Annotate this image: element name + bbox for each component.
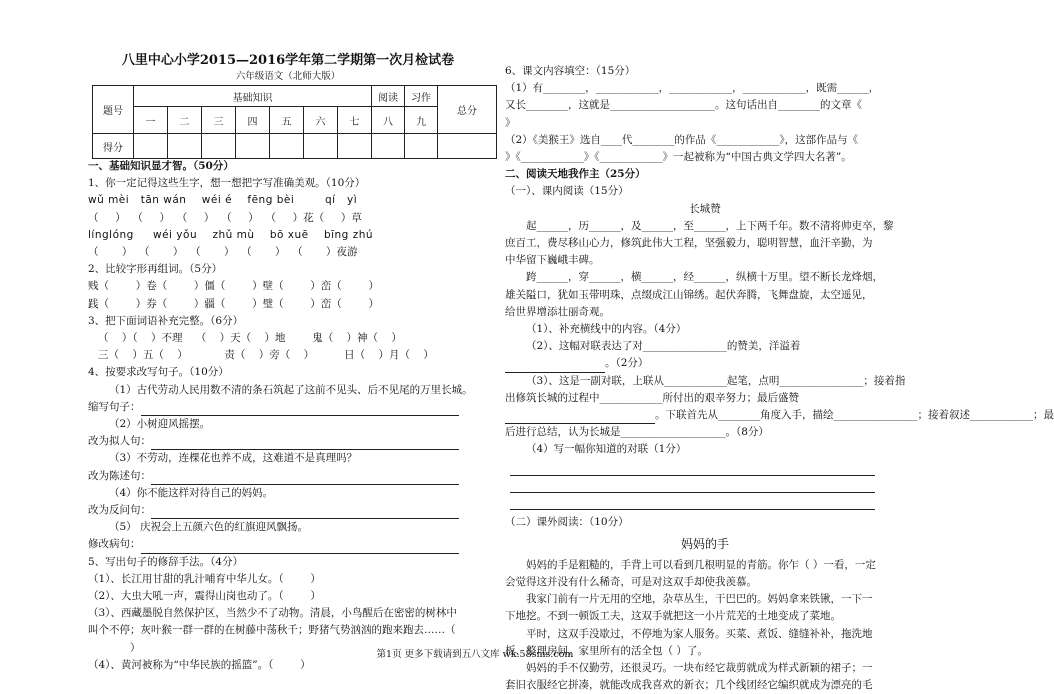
q6-line-2[interactable]: 又长________，这就是____________________。这句话出自________的文章《 [505,99,862,112]
q5-prompt: 5、写出句子的修辞手法。（4分） [88,555,244,568]
q4-item-3: （3）不劳动，连棵花也养不成，这难道不是真理吗？ [109,452,358,465]
passage-line: 中华留下巍峨丰碑。 [505,254,600,267]
reading-q3-line-4[interactable]: 后进行总结，认为长城是____________________。（8分） [505,426,769,439]
q4-answer-2-label: 改为拟人句： [88,435,151,448]
reading-q3-line-3[interactable] [505,407,1054,424]
story-line: 会觉得这并没有什么稀奇，可是对这双手却使我羡慕。 [505,575,757,588]
extra-reading-heading: （二）课外阅读：（10分） [505,516,629,529]
answer-line[interactable] [505,411,655,424]
q4-answer-2[interactable] [88,433,488,450]
basic-knowledge-header: 基础知识 [134,86,372,107]
col-9: 九 [405,107,438,134]
answer-line[interactable] [510,480,875,493]
total-header: 总分 [438,86,497,134]
passage-line: 雄关隘口，犹如玉带明珠，点缀成江山锦绣。起伏奔腾，飞舞盘旋，太空遥见， [505,288,873,301]
q5-item-3c-paren: ） [130,641,141,654]
q6-line-1[interactable]: （1）有________，____________，____________，____________，既需______， [505,82,880,95]
reading-q2-cont[interactable] [505,355,905,372]
q1-pinyin-row-2: línglóng wéi yǒu zhǔ mù bō xuē bīng zhú [88,228,374,241]
reading-q2[interactable]: （2）、这幅对联表达了对________________的赞美，洋溢着 [526,340,801,353]
reading-q3[interactable]: （3）、这是一副对联，上联从____________起笔，点明________________；接着指 [526,374,906,387]
q4-answer-1[interactable] [88,399,488,416]
story-line: 我家门前有一片无用的空地，杂草丛生，干巴巴的。妈妈拿来铁锹，一下一 [526,593,873,606]
q5-item-4[interactable]: （4）、黄河被称为“中华民族的摇篮”。（ ） [88,658,311,671]
poem-title: 长城赞 [689,202,721,215]
score-cell[interactable] [372,134,405,159]
answer-line[interactable] [151,437,459,450]
q6-prompt: 6、课文内容填空：（15分） [505,65,636,77]
couplet-answer[interactable] [505,493,905,510]
passage-line: 给世界增添壮丽奇观。 [505,305,610,318]
q5-item-3b: 叫个不停；灰叶猴一群一群的在树藤中荡秋千；野猪气势汹汹的跑来跑去……（ [88,624,456,637]
story-line: 平时，这双手没歇过，不停地为家人服务。买菜、煮饭、缝缝补补，拖洗地 [526,627,873,640]
score-cell[interactable] [405,134,438,159]
q1-blank-row-1[interactable]: （ ） （ ） （ ） （ ） （ ）花（ ）草 [88,211,362,224]
exam-subtitle: 六年级语文（北师大版） [235,71,341,82]
q4-answer-3-label: 改为陈述句： [88,469,151,482]
q4-item-4: （4）你不能这样对待自己的妈妈。 [109,486,274,499]
passage-line: 庶百工，费尽移山心力，修筑此伟大工程，坚强毅力，聪明智慧，血汗辛勤，为 [505,237,873,250]
left-column [88,158,488,674]
q4-prompt: 4、按要求改写句子。（10分） [88,366,229,379]
col-1: 一 [134,107,168,134]
col-2: 二 [168,107,202,134]
col-3: 三 [202,107,236,134]
story-title: 妈妈的手 [680,537,729,552]
q6-line-5[interactable]: 》《____________》《____________》一起被称为“中国古典文学四大名著”。 [505,151,852,164]
story-line: 套旧衣服经它拼凑，就能改成我喜欢的新衣；几个线团经它编织就成为漂亮的毛 [505,679,873,692]
passage-line[interactable]: 跨______，穿______，横______，经______，纵横十万里。望不断长龙烽烟， [526,271,883,284]
col-6: 六 [304,107,338,134]
answer-line[interactable] [151,472,459,485]
couplet-answer[interactable] [505,459,905,476]
col-7: 七 [338,107,372,134]
q4-answer-5[interactable] [88,536,488,553]
q2-row-2[interactable]: 践（ ）券（ ）疆（ ）璧（ ）峦（ ） [88,297,380,310]
reading-q2-score: 。（2分） [605,357,649,370]
writing-header: 习作 [405,86,438,107]
in-class-reading-heading: （一）、课内阅读（15分） [505,185,629,198]
q4-item-2: （2）小树迎风摇摆。 [109,418,211,431]
reading-q3-line-2[interactable]: 出修筑长城的过程中____________所付出的艰辛努力；最后盛赞 [505,391,799,404]
reading-header: 阅读 [372,86,405,107]
page-footer: 第1页 更多下载请到五八文库 wk.58sms.com [376,649,574,660]
answer-line[interactable] [505,360,605,373]
score-cell[interactable] [134,134,168,159]
q1-pinyin-row-1: wǔ mèi tān wán wéi é fēng bèi qí yì [88,194,358,207]
score-cell[interactable] [202,134,236,159]
score-cell[interactable] [236,134,270,159]
q4-item-5: （5） 庆祝会上五颜六色的红旗迎风飘扬。 [109,521,309,534]
q3-prompt: 3、把下面词语补充完整。（6分） [88,314,244,327]
score-table [92,85,497,159]
score-cell[interactable] [438,134,497,159]
reading-q1: （1）、补充横线中的内容。（4分） [526,323,687,336]
passage-line[interactable]: 起______，历______，及______，至______，上下两千年。数不清将帅吏卒，黎 [526,219,894,232]
reading-q3-line-3-text: 。下联首先从________角度入手，描绘________________；接着叙述____________；最 [655,409,1054,422]
exam-title: 八里中心小学2015—2016学年第二学期第一次月检试卷 [121,53,455,68]
score-cell[interactable] [304,134,338,159]
reading-q4: （4）写一幅你知道的对联（1分） [526,443,687,456]
q4-answer-5-label: 修改病句： [88,538,141,551]
answer-line[interactable] [151,506,459,519]
story-line: 下地挖。不到一顿饭工夫，这双手就把这一小片荒芜的土地变成了菜地。 [505,610,841,623]
q5-item-3: （3）、西藏墨脱自然保护区，当然少不了动物。清晨，小鸟醒后在密密的树林中 [88,607,457,620]
q6-line-3: 》 [505,116,516,129]
col-4: 四 [236,107,270,134]
score-cell[interactable] [270,134,304,159]
right-column [505,63,1054,694]
q2-row-1[interactable]: 贱（ ）卷（ ）僵（ ）壁（ ）峦（ ） [88,280,380,293]
q4-answer-4[interactable] [88,502,488,519]
story-line: 妈妈的手不仅勤劳，还很灵巧。一块布经它裁剪就成为样式新颖的裙子；一 [526,661,873,674]
question-number-header: 题号 [93,86,134,134]
q2-prompt: 2、比较字形再组词。（5分） [88,263,223,276]
answer-line[interactable] [510,463,875,476]
q4-item-1: （1）古代劳动人民用数不清的条石筑起了这前不见头、后不见尾的万里长城。 [109,383,473,396]
q5-item-2[interactable]: （2）、大虫大吼一声，震得山岗也动了。（ ） [88,590,321,603]
q1-blank-row-2[interactable]: （ ） （ ） （ ） （ ） （ ）夜游 [88,246,358,259]
q6-line-4[interactable]: （2）《美猴王》选自____代________的作品《____________》，这部作品与《 [505,133,859,146]
q4-answer-4-label: 改为反问句： [88,504,151,517]
q3-row-2[interactable]: 三（ ）五（ ） 责（ ）旁（ ） 日（ ）月（ ） [98,349,434,362]
q5-item-1[interactable]: （1）、长江用甘甜的乳汁哺育中华儿女。（ ） [88,572,321,585]
section-1-heading: 一、基础知识显才智。（50分） [88,160,234,172]
score-row-label: 得分 [93,134,134,159]
col-5: 五 [270,107,304,134]
answer-line[interactable] [141,403,459,416]
answer-line[interactable] [141,541,459,554]
col-8: 八 [372,107,405,134]
q1-prompt: 1、你一定记得这些生字，想一想把字写准确美观。（10分） [88,177,366,190]
score-cell[interactable] [168,134,202,159]
story-line[interactable]: 妈妈的手是粗糙的，手背上可以看到几根明显的青筋。你乍（ ）一看，一定 [526,558,876,571]
score-cell[interactable] [338,134,372,159]
q4-answer-1-label: 缩写句子： [88,400,141,413]
story-line[interactable]: 板、整理房间，家里所有的活全包（ ）了。 [505,644,708,657]
couplet-answer[interactable] [505,476,905,493]
answer-line[interactable] [510,497,875,510]
q3-row-1[interactable]: （ ）（ ）不理 （ ）天（ ）地 鬼（ ）神（ ） [98,332,402,345]
q4-answer-3[interactable] [88,468,488,485]
section-2-heading: 二、阅读天地我作主（25分） [505,168,646,181]
